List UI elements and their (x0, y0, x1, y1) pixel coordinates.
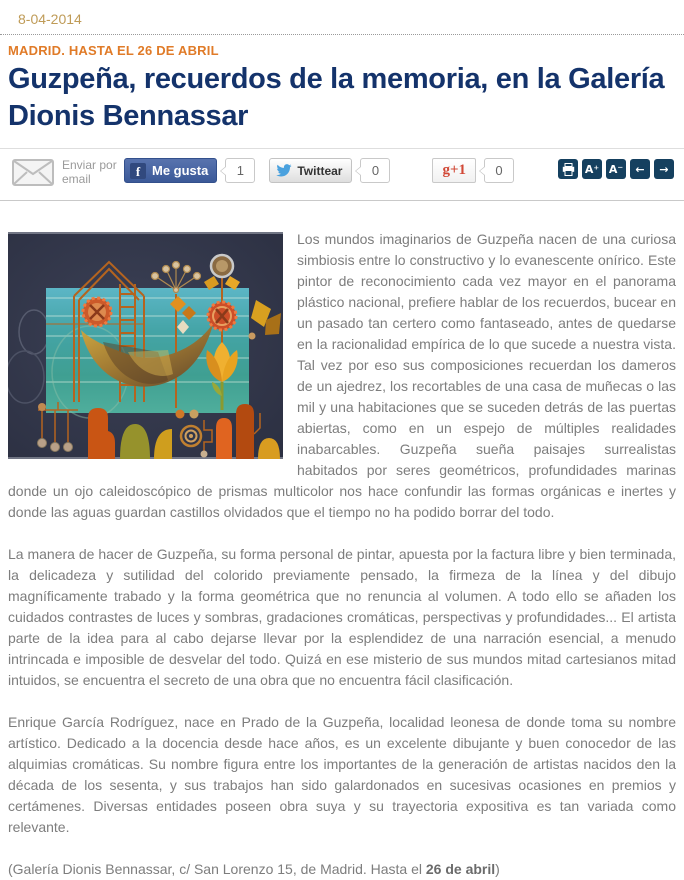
gallery-info-prefix: (Galería Dionis Bennassar, c/ San Lorenzo 15, de Madrid. Hasta el (8, 861, 426, 877)
article-page (0, 11, 684, 880)
gplus-icon: g+1 (442, 162, 467, 178)
article-body (8, 229, 676, 880)
gplus-widget (432, 158, 514, 183)
kicker: MADRID. HASTA EL 26 DE ABRIL (8, 43, 219, 58)
article-date: 8-04-2014 (18, 11, 82, 27)
article-paragraph-1 (8, 229, 676, 523)
tweet-button[interactable] (269, 158, 352, 183)
facebook-icon: f (130, 163, 146, 179)
tweet-count: 0 (360, 158, 390, 183)
tweet-label: Twittear (297, 163, 343, 178)
next-article-button[interactable]: → (654, 159, 674, 179)
printer-icon (562, 163, 575, 176)
gplus-count: 0 (484, 158, 514, 183)
facebook-like-label: Me gusta (152, 163, 209, 178)
font-decrease-button[interactable]: A⁻ (606, 159, 626, 179)
print-button[interactable] (558, 159, 578, 179)
facebook-like-count: 1 (225, 158, 255, 183)
twitter-bird-icon (276, 164, 292, 178)
paragraph-1-text: Los mundos imaginarios de Guzpeña nacen de una curiosa simbiosis entre lo constructivo y lo evanescente onírico. Este pintor de reconocimiento cada vez mayor en el panorama plástico nacional, prefiere hablar de los recuerdos, bucear en un pasado tan certero como fantaseado, antes de quedarse en la racionalidad empírica de lo que sucede a nuestra vista. Tal vez por eso sus composiciones recuerdan los dameros de un ajedrez, los recortables de una casa de muñecas o las mil y una habitaciones que se suceden detrás de las puertas abiertas, como en un espejo de múltiples realidades inabarcables. Guzpeña sueña paisajes surrealistas habitados por seres geométricos, profundidades marinas donde un ojo caleidoscópico de prismas multicolor nos hace confundir las formas orgánicas e inertes y donde las aguas guardan castillos olvidados que el tiempo no ha podido borrar del todo. (8, 231, 677, 520)
envelope-icon (12, 159, 54, 191)
dotted-divider (0, 34, 684, 35)
tweet-widget (269, 158, 390, 183)
article-image-painting (8, 232, 283, 459)
gallery-info-line (8, 859, 676, 880)
gallery-info-suffix: ) (495, 861, 500, 877)
article-toolbar (554, 159, 674, 179)
share-bar (0, 148, 684, 201)
email-share-label: Enviar por email (62, 158, 117, 186)
previous-article-button[interactable]: ← (630, 159, 650, 179)
article-paragraph-2: La manera de hacer de Guzpeña, su forma personal de pintar, apuesta por la factura libre y bien terminada, la delicadeza y sutilidad del colorido previamente pensado, la firmeza de la línea y del dibujo magníficamente trabado y la forma geométrica que no renuncia al volumen. A todo ello se añaden los cuidados contrastes de luces y sombras, gradaciones cromáticas, perspectivas y profundidades... El artista parte de la idea para al cabo dejarse llevar por la esplendidez de una narración esencial, a menudo intrincada e imposible de desvelar del todo. Quizá en ese misterio de sus mundos mitad cartesianos mitad intuidos, se encuentra el secreto de una obra que no encuentra fácil clasificación. (8, 546, 676, 688)
email-share-button[interactable] (12, 158, 122, 191)
article-paragraph-3: Enrique García Rodríguez, nace en Prado de la Guzpeña, localidad leonesa de donde toma su nombre artístico. Dedicado a la docencia desde hace años, es un excelente dibujante y buen conocedor de las alquimias cromáticas. Su nombre figura entre los importantes de la generación de artistas nacidos den la década de los sesenta, y sus trabajos han sido galardonados en sucesivas ocasiones en premios y certámenes. Diversas entidades poseen obra suya y su trayectoria expositiva es tan variada como relevante. (8, 714, 676, 835)
gallery-info-date: 26 de abril (425, 861, 496, 877)
page-title: Guzpeña, recuerdos de la memoria, en la Galería Dionis Bennassar (8, 63, 665, 132)
font-increase-button[interactable]: A⁺ (582, 159, 602, 179)
facebook-like-button[interactable] (124, 158, 217, 183)
gplus-button[interactable] (432, 158, 476, 183)
facebook-like-widget (124, 158, 255, 183)
